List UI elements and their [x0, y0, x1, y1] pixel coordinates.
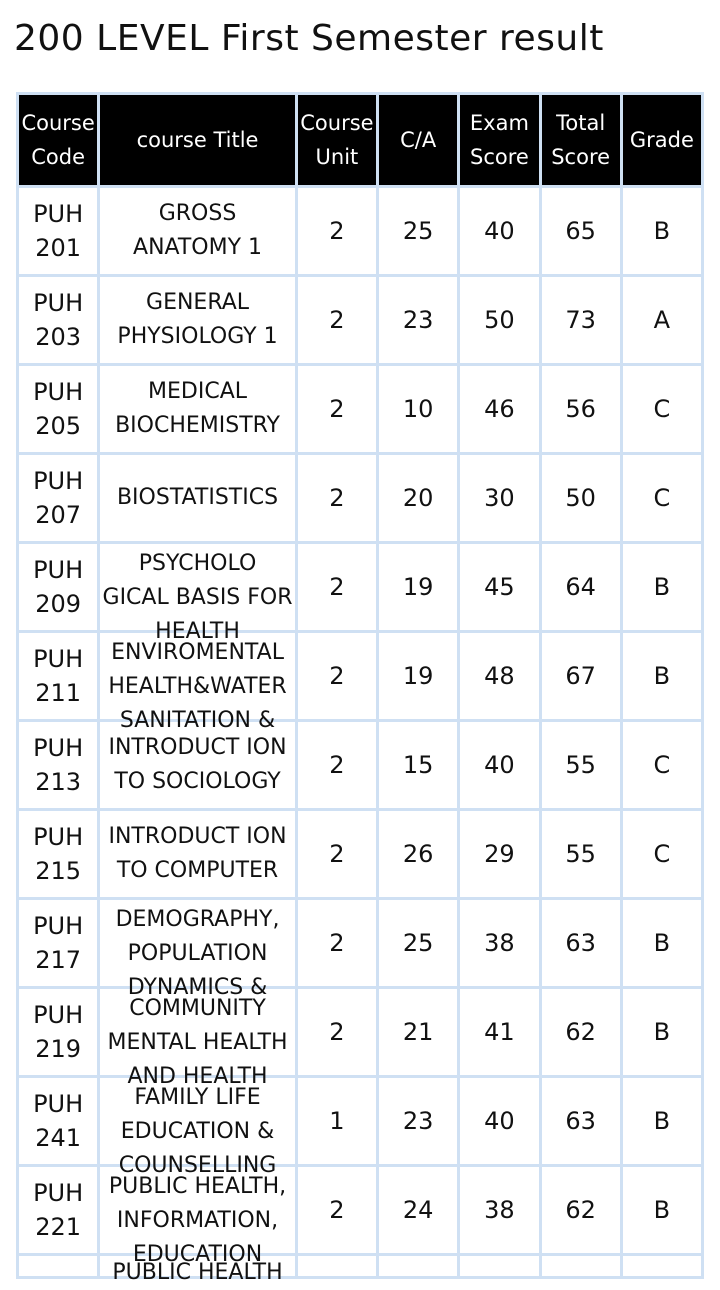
ca-cell: 21 [379, 989, 457, 1075]
course-title-cell [100, 544, 295, 644]
course-unit-cell: 2 [298, 989, 376, 1075]
table-row [19, 1256, 701, 1276]
table-row [19, 455, 701, 541]
course-title-text: PUBLIC HEALTH [112, 1260, 283, 1285]
exam-score-cell: 40 [460, 188, 538, 274]
grade-cell: A [623, 277, 701, 363]
course-title-cell [100, 277, 295, 363]
course-title-text: GROSS ANATOMY 1 [133, 201, 263, 260]
grade-cell: B [623, 900, 701, 986]
grade-cell: C [623, 722, 701, 808]
exam-score-cell: 30 [460, 455, 538, 541]
total-score-cell: 62 [542, 989, 620, 1075]
header-course-title [100, 95, 295, 185]
exam-score-cell: 38 [460, 1167, 538, 1253]
grade-cell [623, 1256, 701, 1276]
course-title-text: ENVIROMENTAL HEALTH&WATER SANITATION & [108, 640, 287, 733]
course-code-cell: PUH 203 [19, 277, 97, 363]
course-unit-cell: 2 [298, 811, 376, 897]
ca-cell: 24 [379, 1167, 457, 1253]
course-unit-cell [298, 1256, 376, 1276]
table-row [19, 1167, 701, 1253]
total-score-cell: 67 [542, 633, 620, 719]
grade-cell: B [623, 544, 701, 630]
table-body [19, 188, 701, 1285]
header-ca-label: C/A [400, 128, 437, 152]
total-score-cell: 73 [542, 277, 620, 363]
header-course-unit-label: Course Unit [300, 111, 374, 169]
course-title-text: BIOSTATISTICS [116, 485, 279, 510]
course-title-cell [100, 811, 295, 897]
grade-cell: C [623, 811, 701, 897]
header-ca [379, 95, 457, 185]
course-title-text: FAMILY LIFE EDUCATION & COUNSELLING [118, 1085, 277, 1178]
ca-cell: 23 [379, 1078, 457, 1164]
header-course-title-label: course Title [136, 128, 259, 152]
ca-cell: 25 [379, 900, 457, 986]
exam-score-cell: 46 [460, 366, 538, 452]
ca-cell: 26 [379, 811, 457, 897]
course-code-cell: PUH 221 [19, 1167, 97, 1253]
course-title-cell [100, 455, 295, 541]
course-code-cell: PUH 209 [19, 544, 97, 630]
results-table-container [16, 92, 704, 1285]
exam-score-cell: 40 [460, 722, 538, 808]
grade-cell: B [623, 1078, 701, 1164]
header-row [19, 95, 701, 185]
ca-cell: 10 [379, 366, 457, 452]
course-title-text: INTRODUCT ION TO COMPUTER [108, 824, 287, 883]
course-unit-cell: 2 [298, 455, 376, 541]
header-total-score [542, 95, 620, 185]
table-row [19, 633, 701, 719]
course-unit-cell: 2 [298, 633, 376, 719]
header-grade-label: Grade [629, 128, 694, 152]
table-row [19, 188, 701, 274]
course-title-text: COMMUNITY MENTAL HEALTH AND HEALTH [107, 996, 288, 1089]
exam-score-cell: 40 [460, 1078, 538, 1164]
grade-cell: C [623, 455, 701, 541]
course-title-text: PUBLIC HEALTH, INFORMATION, EDUCATION [108, 1174, 287, 1267]
course-title-cell [100, 366, 295, 452]
table-row [19, 1078, 701, 1164]
course-title-cell [100, 633, 295, 733]
grade-cell: B [623, 188, 701, 274]
course-title-text: GENERAL PHYSIOLOGY 1 [117, 290, 278, 349]
course-title-text: PSYCHOLO GICAL BASIS FOR HEALTH [102, 551, 293, 644]
exam-score-cell: 41 [460, 989, 538, 1075]
course-title-cell [100, 1256, 295, 1285]
ca-cell: 25 [379, 188, 457, 274]
total-score-cell: 63 [542, 900, 620, 986]
ca-cell: 23 [379, 277, 457, 363]
course-code-cell: PUH 211 [19, 633, 97, 719]
course-title-cell [100, 989, 295, 1089]
course-title-cell [100, 900, 295, 1000]
page-title: 200 LEVEL First Semester result [14, 18, 604, 59]
exam-score-cell: 29 [460, 811, 538, 897]
header-course-code [19, 95, 97, 185]
total-score-cell: 55 [542, 811, 620, 897]
header-course-code-label: Course Code [21, 111, 95, 169]
header-exam-score [460, 95, 538, 185]
course-unit-cell: 2 [298, 900, 376, 986]
table-row [19, 366, 701, 452]
total-score-cell: 65 [542, 188, 620, 274]
exam-score-cell: 50 [460, 277, 538, 363]
course-code-cell: PUH 241 [19, 1078, 97, 1164]
header-course-unit [298, 95, 376, 185]
table-row [19, 900, 701, 986]
total-score-cell [542, 1256, 620, 1276]
course-unit-cell: 2 [298, 277, 376, 363]
table-row [19, 277, 701, 363]
course-code-cell: PUH 201 [19, 188, 97, 274]
course-code-cell [19, 1256, 97, 1276]
header-grade [623, 95, 701, 185]
ca-cell: 19 [379, 544, 457, 630]
table-row [19, 722, 701, 808]
course-title-text: INTRODUCT ION TO SOCIOLOGY [108, 735, 287, 794]
course-code-cell: PUH 205 [19, 366, 97, 452]
course-unit-cell: 2 [298, 188, 376, 274]
course-unit-cell: 2 [298, 722, 376, 808]
total-score-cell: 55 [542, 722, 620, 808]
exam-score-cell [460, 1256, 538, 1276]
course-title-text: MEDICAL BIOCHEMISTRY [115, 379, 280, 438]
grade-cell: B [623, 1167, 701, 1253]
total-score-cell: 50 [542, 455, 620, 541]
grade-cell: B [623, 989, 701, 1075]
total-score-cell: 56 [542, 366, 620, 452]
ca-cell: 20 [379, 455, 457, 541]
table-row [19, 989, 701, 1075]
course-code-cell: PUH 219 [19, 989, 97, 1075]
course-unit-cell: 2 [298, 544, 376, 630]
course-code-cell: PUH 217 [19, 900, 97, 986]
course-unit-cell: 2 [298, 1167, 376, 1253]
course-title-cell [100, 722, 295, 808]
course-code-cell: PUH 207 [19, 455, 97, 541]
course-title-cell [100, 188, 295, 274]
exam-score-cell: 45 [460, 544, 538, 630]
table-row [19, 544, 701, 630]
ca-cell [379, 1256, 457, 1276]
ca-cell: 19 [379, 633, 457, 719]
header-total-score-label: Total Score [551, 111, 611, 169]
header-exam-score-label: Exam Score [469, 111, 529, 169]
grade-cell: B [623, 633, 701, 719]
course-code-cell: PUH 213 [19, 722, 97, 808]
table-header [19, 95, 701, 185]
total-score-cell: 62 [542, 1167, 620, 1253]
total-score-cell: 63 [542, 1078, 620, 1164]
exam-score-cell: 38 [460, 900, 538, 986]
course-title-text: DEMOGRAPHY, POPULATION DYNAMICS & [115, 907, 280, 1000]
total-score-cell: 64 [542, 544, 620, 630]
course-code-cell: PUH 215 [19, 811, 97, 897]
table-row [19, 811, 701, 897]
results-table [16, 92, 704, 1285]
ca-cell: 15 [379, 722, 457, 808]
course-unit-cell: 1 [298, 1078, 376, 1164]
exam-score-cell: 48 [460, 633, 538, 719]
grade-cell: C [623, 366, 701, 452]
course-title-cell [100, 1167, 295, 1267]
course-unit-cell: 2 [298, 366, 376, 452]
